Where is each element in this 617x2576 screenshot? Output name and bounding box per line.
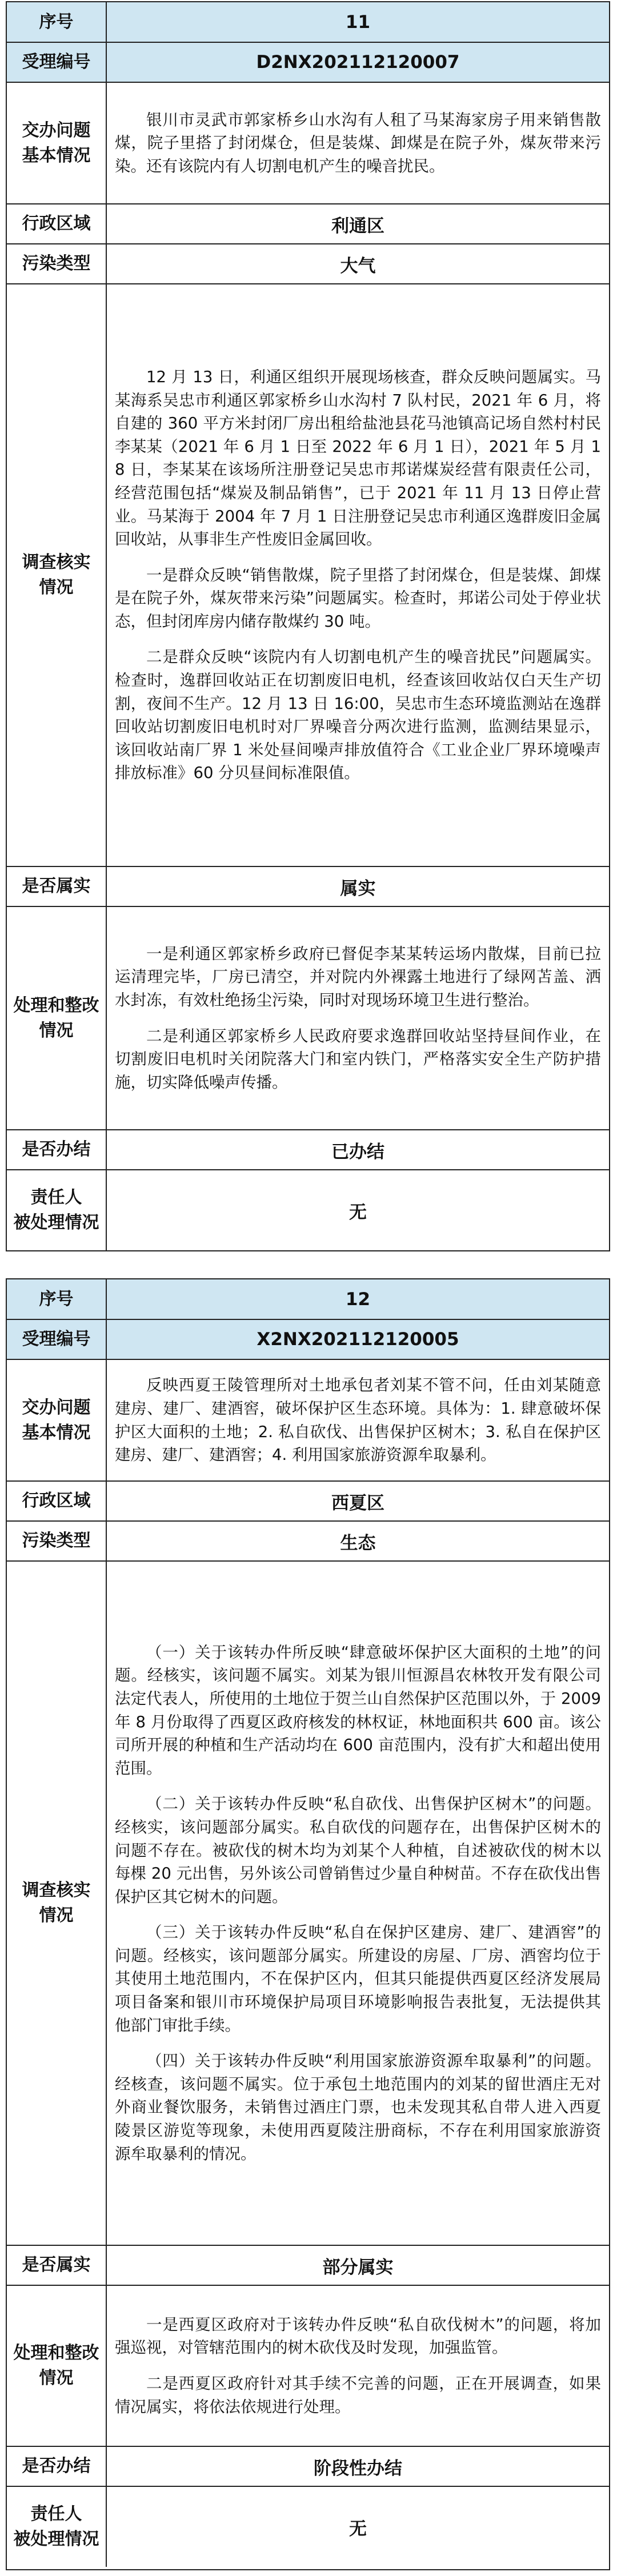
issue-label: 交办问题 基本情况 (7, 82, 106, 204)
case-table (7, 1279, 609, 2567)
district-value: 西夏区 (106, 1481, 609, 1521)
pollution-label: 污染类型 (7, 1521, 106, 1561)
accountability-label: 责任人 被处理情况 (7, 2486, 106, 2567)
code-value: X2NX202112120005 (106, 1319, 609, 1359)
row-seq (7, 2, 609, 42)
investigation-paragraph: （三）关于该转办件反映“私自在保护区建房、建厂、建酒窖”的问题。经核实，该问题部分属实。所建设的房屋、厂房、酒窖均位于其使用土地范围内，不在保护区内，但其只能提供西夏区经济发展局项目备案和银川市环境保护局项目环境影响报告表批复，无法提供其他部门审批手续。 (115, 1923, 601, 2035)
case-table (7, 2, 609, 1250)
investigation-label: 调查核实 情况 (7, 284, 106, 866)
investigation-paragraph: （四）关于该转办件反映“利用国家旅游资源牟取暴利”的问题。经核查，该问题不属实。位于承包土地范围内的刘某的留世酒庄无对外商业餐饮服务，未销售过酒庄门票，也未发现其私自带人进入西夏陵景区游览等现象，未使用西夏陵注册商标，不存在利用国家旅游资源牟取暴利的情况。 (115, 2052, 601, 2163)
accountability-value: 无 (106, 1170, 609, 1250)
verified-label: 是否属实 (7, 866, 106, 906)
row-district (7, 1481, 609, 1521)
row-investigation (7, 1561, 609, 2245)
investigation-paragraph: （二）关于该转办件反映“私自砍伐、出售保护区树木”的问题。经核实，该问题部分属实。私自砍伐的问题存在，出售保护区树木的问题不存在。被砍伐的树木均为刘某个人种植，自述被砍伐的树木以每棵 20 元出售，另外该公司曾销售过少量自种树苗。不存在砍伐出售保护区其它树木的问题。 (115, 1795, 601, 1906)
investigation-text (106, 284, 609, 866)
handling-paragraph: 二是西夏区政府针对其手续不完善的问题，正在开展调查，如果情况属实，将依法依规进行处理。 (115, 2374, 601, 2416)
issue-paragraph: 反映西夏王陵管理所对土地承包者刘某不管不问，任由刘某随意建房、建厂、建酒窖，破坏保护区生态环境。具体为：1. 肆意破坏保护区大面积的土地；2. 私自砍伐、出售保护区树木；3. 私自在保护区建房、建厂、建酒窖；4. 利用国家旅游资源牟取暴利。 (115, 1376, 601, 1464)
closed-label: 是否办结 (7, 2446, 106, 2486)
seq-value: 11 (106, 2, 609, 42)
handling-label: 处理和整改 情况 (7, 906, 106, 1130)
handling-text (106, 2285, 609, 2446)
issue-text (106, 1359, 609, 1481)
closed-value: 阶段性办结 (106, 2446, 609, 2486)
case-card-12 (6, 1278, 610, 2570)
row-accountability (7, 1170, 609, 1250)
issue-paragraph: 银川市灵武市郭家桥乡山水沟有人租了马某海家房子用来销售散煤，院子里搭了封闭煤仓，但是装煤、卸煤是在院子外，煤灰带来污染。还有该院内有人切割电机产生的噪音扰民。 (115, 110, 601, 175)
accountability-value: 无 (106, 2486, 609, 2567)
handling-paragraph: 一是利通区郭家桥乡政府已督促李某某转运场内散煤，目前已拉运清理完毕，厂房已清空，并对院内外裸露土地进行了绿网苫盖、洒水封冻，有效杜绝扬尘污染，同时对现场环境卫生进行整治。 (115, 944, 601, 1009)
investigation-paragraph: （一）关于该转办件所反映“肆意破坏保护区大面积的土地”的问题。经核实，该问题不属实。刘某为银川恒源昌农林牧开发有限公司法定代表人，所使用的土地位于贺兰山自然保护区范围以外，于 2009 年 8 月份取得了西夏区政府核发的林权证，林地面积共 600 亩。该公司所开展的种植和生产活动均在 600 亩范围内，没有扩大和超出使用范围。 (115, 1643, 601, 1777)
investigation-label: 调查核实 情况 (7, 1561, 106, 2245)
verified-value: 属实 (106, 866, 609, 906)
investigation-paragraph: 12 月 13 日，利通区组织开展现场核查，群众反映问题属实。马某海系吴忠市利通区郭家桥乡山水沟村 7 队村民，2021 年 6 月，将自建的 360 平方米封闭厂房出租给盐池县花马池镇高记场自然村村民李某某（2021 年 6 月 1 日至 2022 年 6 月 1 日），2021 年 5 月 18 日，李某某在该场所注册登记吴忠市邦诺煤炭经营有限责任公司，经营范围包括“煤炭及制品销售”，已于 2021 年 11 月 13 日停止营业。马某海于 2004 年 7 月 1 日注册登记吴忠市利通区逸群废旧金属回收站，从事非生产性废旧金属回收。 (115, 367, 601, 549)
row-closed (7, 1130, 609, 1170)
row-issue (7, 82, 609, 204)
investigation-paragraph: 二是群众反映“该院内有人切割电机产生的噪音扰民”问题属实。检查时，逸群回收站正在切割废旧电机，经查该回收站仅白天生产切割，夜间不生产。12 月 13 日 16:00，吴忠市生态环境监测站在逸群回收站切割废旧电机时对厂界噪音分两次进行监测，监测结果显示，该回收站南厂界 1 米处昼间噪声排放值符合《工业企业厂界环境噪声排放标准》60 分贝昼间标准限值。 (115, 648, 601, 783)
row-closed (7, 2446, 609, 2486)
case-card-11 (6, 1, 610, 1251)
seq-label: 序号 (7, 2, 106, 42)
pollution-label: 污染类型 (7, 244, 106, 284)
investigation-paragraph: 一是群众反映“销售散煤，院子里搭了封闭煤仓，但是装煤、卸煤是在院子外，煤灰带来污染”问题属实。检查时，邦诺公司处于停业状态，但封闭库房内储存散煤约 30 吨。 (115, 565, 601, 631)
row-verified (7, 866, 609, 906)
row-handling (7, 906, 609, 1130)
accountability-label: 责任人 被处理情况 (7, 1170, 106, 1250)
seq-value: 12 (106, 1279, 609, 1319)
district-label: 行政区域 (7, 204, 106, 244)
closed-value: 已办结 (106, 1130, 609, 1170)
verified-label: 是否属实 (7, 2245, 106, 2285)
code-label: 受理编号 (7, 1319, 106, 1359)
pollution-value: 大气 (106, 244, 609, 284)
row-code (7, 1319, 609, 1359)
issue-label: 交办问题 基本情况 (7, 1359, 106, 1481)
row-handling (7, 2285, 609, 2446)
pollution-value: 生态 (106, 1521, 609, 1561)
row-district (7, 204, 609, 244)
row-code (7, 42, 609, 82)
row-issue (7, 1359, 609, 1481)
row-accountability (7, 2486, 609, 2567)
handling-paragraph: 二是利通区郭家桥乡人民政府要求逸群回收站坚持昼间作业，在切割废旧电机时关闭院落大门和室内铁门，严格落实安全生产防护措施，切实降低噪声传播。 (115, 1026, 601, 1092)
handling-text (106, 906, 609, 1130)
district-label: 行政区域 (7, 1481, 106, 1521)
closed-label: 是否办结 (7, 1130, 106, 1170)
handling-paragraph: 一是西夏区政府对于该转办件反映“私自砍伐树木”的问题，将加强巡视，对管辖范围内的树木砍伐及时发现，加强监管。 (115, 2315, 601, 2357)
row-pollution (7, 1521, 609, 1561)
code-label: 受理编号 (7, 42, 106, 82)
issue-text (106, 82, 609, 204)
district-value: 利通区 (106, 204, 609, 244)
row-seq (7, 1279, 609, 1319)
handling-label: 处理和整改 情况 (7, 2285, 106, 2446)
row-pollution (7, 244, 609, 284)
verified-value: 部分属实 (106, 2245, 609, 2285)
investigation-text (106, 1561, 609, 2245)
seq-label: 序号 (7, 1279, 106, 1319)
row-investigation (7, 284, 609, 866)
code-value: D2NX202112120007 (106, 42, 609, 82)
row-verified (7, 2245, 609, 2285)
